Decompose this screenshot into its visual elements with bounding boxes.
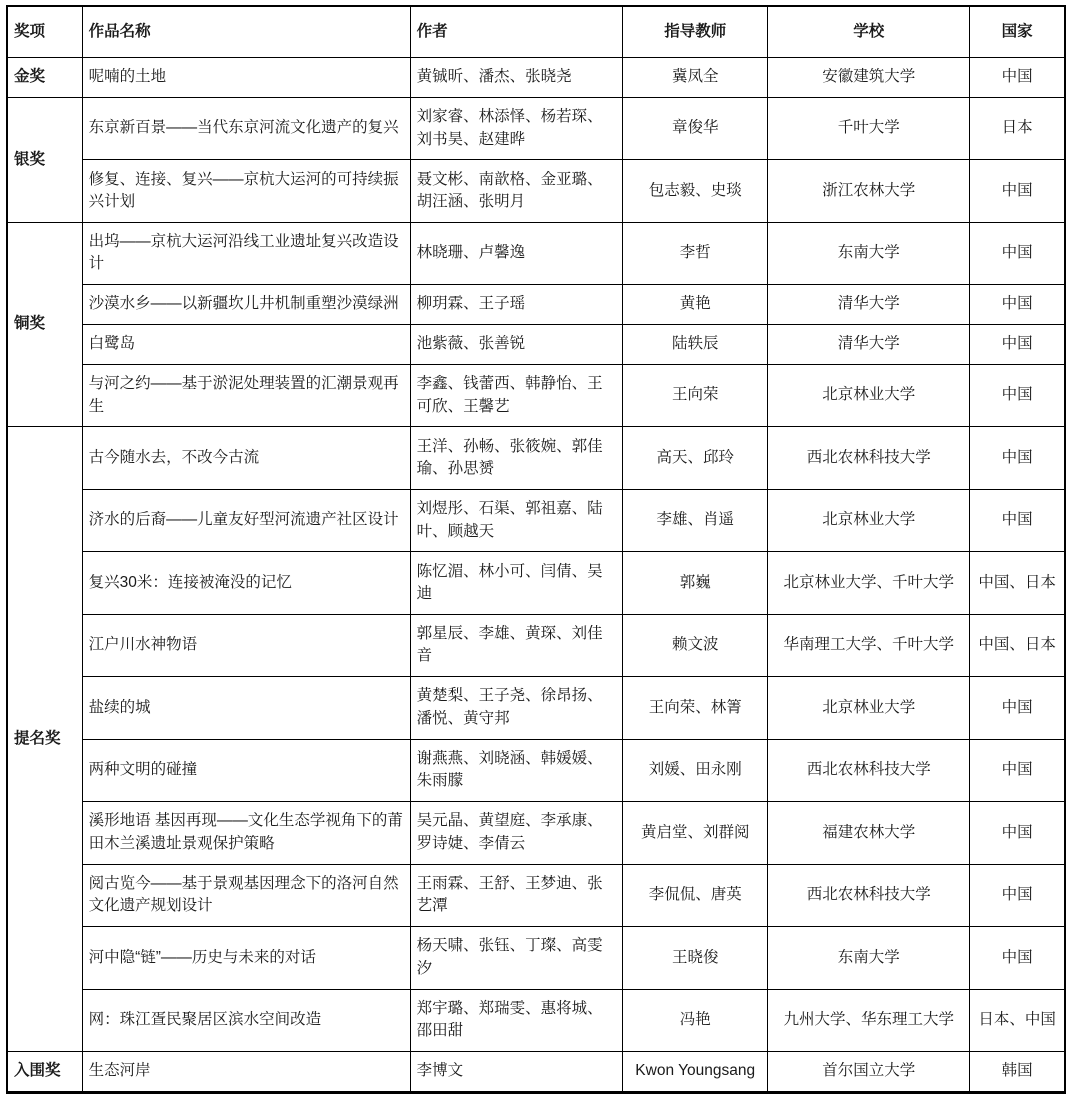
- cell-authors: 王洋、孙畅、张筱婉、郭佳瑜、孙思赟: [410, 427, 623, 489]
- cell-title: 盐续的城: [82, 677, 410, 739]
- cell-country: 中国: [970, 427, 1065, 489]
- cell-country: 中国: [970, 160, 1065, 222]
- cell-country: 日本: [970, 97, 1065, 159]
- cell-country: 中国: [970, 802, 1065, 864]
- cell-authors: 郭星辰、李雄、黄琛、刘佳音: [410, 614, 623, 676]
- award-group-cell: 铜奖: [7, 222, 82, 427]
- cell-teacher: 高天、邱玲: [623, 427, 768, 489]
- table-row: [7, 1052, 1065, 1093]
- award-group-cell: 入围奖: [7, 1052, 82, 1093]
- cell-school: 东南大学: [768, 927, 970, 989]
- cell-authors: 林晓珊、卢馨逸: [410, 222, 623, 284]
- cell-school: 东南大学: [768, 222, 970, 284]
- table-row: [7, 552, 1065, 614]
- column-header-teacher: 指导教师: [623, 6, 768, 58]
- cell-teacher: 冀凤全: [623, 58, 768, 98]
- cell-title: 东京新百景——当代东京河流文化遗产的复兴: [82, 97, 410, 159]
- cell-country: 中国: [970, 864, 1065, 926]
- cell-school: 华南理工大学、千叶大学: [768, 614, 970, 676]
- cell-title: 溪形地语 基因再现——文化生态学视角下的莆田木兰溪遗址景观保护策略: [82, 802, 410, 864]
- cell-country: 韩国: [970, 1052, 1065, 1093]
- cell-country: 中国: [970, 58, 1065, 98]
- table-row: [7, 864, 1065, 926]
- table-row: [7, 97, 1065, 159]
- cell-teacher: 包志毅、史琰: [623, 160, 768, 222]
- table-row: [7, 222, 1065, 284]
- cell-teacher: 王晓俊: [623, 927, 768, 989]
- cell-teacher: Kwon Youngsang: [623, 1052, 768, 1093]
- cell-title: 修复、连接、复兴——京杭大运河的可持续振兴计划: [82, 160, 410, 222]
- table-row: [7, 285, 1065, 325]
- cell-authors: 陈忆湄、林小可、闫倩、吴迪: [410, 552, 623, 614]
- cell-school: 北京林业大学: [768, 489, 970, 551]
- cell-school: 北京林业大学、千叶大学: [768, 552, 970, 614]
- award-group-cell: 金奖: [7, 58, 82, 98]
- table-row: [7, 739, 1065, 801]
- cell-title: 沙漠水乡——以新疆坎儿井机制重塑沙漠绿洲: [82, 285, 410, 325]
- table-row: [7, 160, 1065, 222]
- cell-title: 复兴30米：连接被淹没的记忆: [82, 552, 410, 614]
- cell-title: 济水的后裔——儿童友好型河流遗产社区设计: [82, 489, 410, 551]
- cell-school: 首尔国立大学: [768, 1052, 970, 1093]
- cell-school: 西北农林科技大学: [768, 739, 970, 801]
- table-row: [7, 677, 1065, 739]
- column-header-school: 学校: [768, 6, 970, 58]
- cell-school: 福建农林大学: [768, 802, 970, 864]
- column-header-authors: 作者: [410, 6, 623, 58]
- cell-title: 白鹭岛: [82, 325, 410, 365]
- table-row: [7, 427, 1065, 489]
- table-row: [7, 489, 1065, 551]
- cell-teacher: 章俊华: [623, 97, 768, 159]
- cell-teacher: 郭巍: [623, 552, 768, 614]
- cell-title: 呢喃的土地: [82, 58, 410, 98]
- header-row: [7, 6, 1065, 58]
- table-row: [7, 58, 1065, 98]
- column-header-title: 作品名称: [82, 6, 410, 58]
- cell-title: 两种文明的碰撞: [82, 739, 410, 801]
- cell-authors: 池紫薇、张善锐: [410, 325, 623, 365]
- cell-authors: 杨天啸、张钰、丁璨、高雯汐: [410, 927, 623, 989]
- cell-country: 中国: [970, 927, 1065, 989]
- cell-teacher: 刘媛、田永刚: [623, 739, 768, 801]
- table-row: [7, 325, 1065, 365]
- cell-authors: 刘家睿、林添怿、杨若琛、刘书昊、赵建晔: [410, 97, 623, 159]
- cell-teacher: 赖文波: [623, 614, 768, 676]
- cell-title: 生态河岸: [82, 1052, 410, 1093]
- award-group-cell: 银奖: [7, 97, 82, 222]
- cell-school: 千叶大学: [768, 97, 970, 159]
- cell-authors: 吴元晶、黄望庭、李承康、罗诗婕、李倩云: [410, 802, 623, 864]
- cell-school: 九州大学、华东理工大学: [768, 989, 970, 1051]
- cell-country: 中国: [970, 222, 1065, 284]
- cell-authors: 刘煜彤、石渠、郭祖嘉、陆叶、顾越天: [410, 489, 623, 551]
- cell-title: 网：珠江疍民聚居区滨水空间改造: [82, 989, 410, 1051]
- cell-country: 中国、日本: [970, 552, 1065, 614]
- cell-school: 北京林业大学: [768, 677, 970, 739]
- table-row: [7, 802, 1065, 864]
- cell-school: 安徽建筑大学: [768, 58, 970, 98]
- cell-title: 江户川水神物语: [82, 614, 410, 676]
- table-row: [7, 989, 1065, 1051]
- cell-teacher: 黄启堂、刘群阅: [623, 802, 768, 864]
- cell-teacher: 冯艳: [623, 989, 768, 1051]
- cell-country: 日本、中国: [970, 989, 1065, 1051]
- column-header-award: 奖项: [7, 6, 82, 58]
- cell-teacher: 王向荣: [623, 364, 768, 426]
- cell-authors: 柳玥霖、王子瑶: [410, 285, 623, 325]
- awards-table: [6, 5, 1066, 1094]
- cell-school: 西北农林科技大学: [768, 427, 970, 489]
- cell-school: 清华大学: [768, 285, 970, 325]
- cell-country: 中国、日本: [970, 614, 1065, 676]
- cell-authors: 聂文彬、南歆格、金亚璐、胡汪涵、张明月: [410, 160, 623, 222]
- cell-country: 中国: [970, 364, 1065, 426]
- table-body: [7, 58, 1065, 1093]
- table-row: [7, 927, 1065, 989]
- cell-country: 中国: [970, 325, 1065, 365]
- cell-teacher: 陆轶辰: [623, 325, 768, 365]
- cell-country: 中国: [970, 739, 1065, 801]
- cell-teacher: 王向荣、林箐: [623, 677, 768, 739]
- cell-title: 古今随水去，不改今古流: [82, 427, 410, 489]
- award-group-cell: 提名奖: [7, 427, 82, 1052]
- cell-teacher: 李哲: [623, 222, 768, 284]
- cell-school: 西北农林科技大学: [768, 864, 970, 926]
- cell-school: 浙江农林大学: [768, 160, 970, 222]
- cell-authors: 谢燕燕、刘晓涵、韩媛媛、朱雨朦: [410, 739, 623, 801]
- column-header-country: 国家: [970, 6, 1065, 58]
- cell-school: 清华大学: [768, 325, 970, 365]
- cell-authors: 王雨霖、王舒、王梦迪、张艺潭: [410, 864, 623, 926]
- cell-authors: 李鑫、钱蕾西、韩静怡、王可欣、王馨艺: [410, 364, 623, 426]
- cell-teacher: 黄艳: [623, 285, 768, 325]
- table-row: [7, 614, 1065, 676]
- cell-title: 与河之约——基于淤泥处理装置的汇潮景观再生: [82, 364, 410, 426]
- cell-authors: 李博文: [410, 1052, 623, 1093]
- cell-title: 河中隐“链”——历史与未来的对话: [82, 927, 410, 989]
- cell-authors: 黄楚梨、王子尧、徐昂扬、潘悦、黄守邦: [410, 677, 623, 739]
- cell-school: 北京林业大学: [768, 364, 970, 426]
- cell-country: 中国: [970, 677, 1065, 739]
- cell-authors: 郑宇璐、郑瑞雯、惠将城、邵田甜: [410, 989, 623, 1051]
- cell-country: 中国: [970, 489, 1065, 551]
- cell-teacher: 李雄、肖遥: [623, 489, 768, 551]
- cell-teacher: 李侃侃、唐英: [623, 864, 768, 926]
- table-row: [7, 364, 1065, 426]
- cell-country: 中国: [970, 285, 1065, 325]
- cell-title: 阅古览今——基于景观基因理念下的洛河自然文化遗产规划设计: [82, 864, 410, 926]
- cell-authors: 黄铖昕、潘杰、张晓尧: [410, 58, 623, 98]
- cell-title: 出坞——京杭大运河沿线工业遗址复兴改造设计: [82, 222, 410, 284]
